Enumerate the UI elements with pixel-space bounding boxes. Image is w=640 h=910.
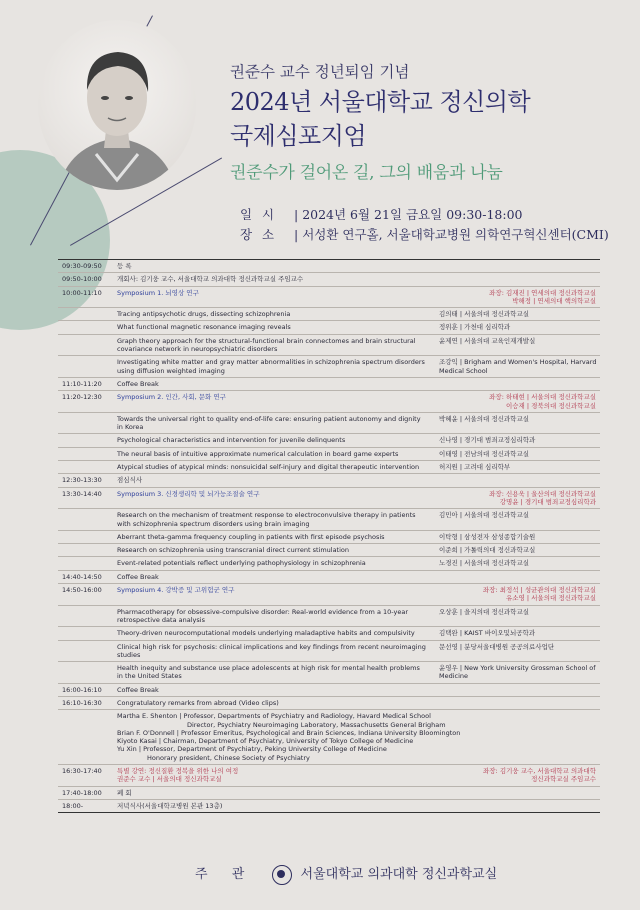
session-row — [58, 584, 600, 606]
time-cell: 16:00-16:10 — [62, 685, 102, 694]
talk-speaker: 이태영 | 전남의대 정신과학교실 — [439, 449, 530, 458]
page-title-line1: 2024년 서울대학교 정신의학 — [230, 88, 531, 116]
time-cell: 09:30-09:50 — [62, 262, 102, 270]
schedule-row — [58, 684, 600, 697]
session-chairs: 좌장: 김재진 | 연세의대 정신과학교실 박해정 | 연세의대 핵의학교실 — [489, 288, 596, 305]
schedule-row — [58, 697, 600, 710]
session-chairs: 좌장: 하태현 | 서울의대 정신과학교실 이승재 | 경북의대 정신과학교실 — [489, 393, 596, 410]
venue-label: 장 소 — [240, 227, 278, 242]
schedule-row — [58, 787, 600, 800]
venue-value: 서성환 연구홀, 서울대학교병원 의학연구혁신센터(CMI) — [302, 227, 609, 242]
session-chairs: 좌장: 신용욱 | 울산의대 정신과학교실 강명윤 | 경기대 범죄교정심리학과 — [489, 489, 596, 506]
page-title-line2: 국제심포지엄 — [230, 122, 367, 150]
event-cell: 점심식사 — [117, 476, 143, 485]
session-title: Symposium 4. 강박증 및 고위험군 연구 — [117, 586, 235, 595]
talk-speaker: 오상훈 | 을지의대 정신과학교실 — [439, 607, 530, 616]
talk-row — [58, 335, 600, 357]
organizer-footer — [195, 863, 497, 885]
session-row — [58, 391, 600, 413]
date-info: 일 시 | 2024년 6월 21일 금요일 09:30-18:00 — [240, 207, 523, 222]
special-lecture-row — [58, 765, 600, 787]
remark-line: Brian F. O'Donnell | Professor Emeritus, Psychological and Brain Sciences, Indiana University Bloomington — [117, 728, 461, 737]
talk-speaker: 이준희 | 가톨릭의대 정신과학교실 — [439, 546, 536, 555]
university-seal-icon — [272, 865, 292, 885]
talk-speaker: 윤제연 | 서울의대 교육인재개발실 — [439, 336, 536, 345]
talk-speaker: 조강익 | Brigham and Women's Hospital, Harvard Medical School — [439, 358, 597, 375]
talk-speaker: 김의태 | 서울의대 정신과학교실 — [439, 310, 530, 319]
talk-speaker: 박혜윤 | 서울의대 정신과학교실 — [439, 414, 530, 423]
talk-speaker: 신나영 | 경기대 범죄교정심리학과 — [439, 436, 536, 445]
talk-speaker: 노경진 | 서울의대 정신과학교실 — [439, 559, 530, 568]
time-cell: 11:20-12:30 — [62, 393, 102, 402]
schedule-row — [58, 800, 600, 812]
header-subtitle: 권준수 교수 정년퇴임 기념 — [230, 63, 410, 81]
time-cell: 13:30-14:40 — [62, 489, 102, 498]
organizer-label: 주 관 — [195, 867, 255, 882]
event-cell: 개회사: 김기웅 교수, 서울대학교 의과대학 정신과학교실 주임교수 — [117, 275, 304, 284]
talk-title: Graph theory approach for the structural-functional brain connectomes and brain structural covariance network in neuropsychiatric disorders — [117, 336, 416, 354]
event-cell: 등 록 — [117, 262, 132, 270]
talk-title: Theory-driven neurocomputational models underlying maladaptive habits and compulsivity — [117, 629, 415, 638]
date-value: 2024년 6월 21일 금요일 09:30-18:00 — [302, 207, 523, 222]
schedule-row — [58, 260, 600, 273]
remarks-list — [117, 712, 600, 762]
talk-row — [58, 413, 600, 435]
talk-speaker: 이탁형 | 삼성전자 삼성종합기술원 — [439, 532, 536, 541]
talk-row — [58, 662, 600, 684]
talk-row — [58, 434, 600, 447]
talk-row — [58, 531, 600, 544]
session-chairs: 좌장: 최정석 | 성균관의대 정신과학교실 유소영 | 서울의대 정신과학교실 — [482, 586, 596, 603]
event-cell: 저녁식사(서울대학교병원 본관 13층) — [117, 801, 223, 810]
schedule-row — [58, 571, 600, 584]
talk-title: The neural basis of intuitive approximate numerical calculation in board game experts — [117, 449, 399, 458]
talk-title: What functional magnetic resonance imaging reveals — [117, 323, 291, 332]
talk-speaker: 김택완 | KAIST 바이오및뇌공학과 — [439, 629, 536, 638]
time-cell: 16:10-16:30 — [62, 698, 102, 707]
special-lecture: 특별 강연: 정신질환 정복을 위한 나의 여정 권준수 교수 | 서울의대 정신과학교실 — [117, 767, 239, 784]
talk-speaker: 문선영 | 분당서울대병원 공공의료사업단 — [439, 642, 555, 651]
talk-row — [58, 627, 600, 640]
talk-row — [58, 356, 600, 378]
schedule-table — [58, 259, 600, 813]
schedule-row — [58, 273, 600, 286]
session-title: Symposium 2. 인간, 사회, 문화 연구 — [117, 393, 226, 402]
time-cell: 11:10-11:20 — [62, 379, 102, 388]
remark-line: Martha E. Shenton | Professor, Departments of Psychiatry and Radiology, Havard Medical School — [117, 712, 431, 721]
talk-title: Clinical high risk for psychosis: clinical implications and key findings from recent neuroimaging studies — [117, 642, 426, 659]
talk-row — [58, 509, 600, 531]
talk-row — [58, 606, 600, 628]
session-title: Symposium 1. 뇌영상 연구 — [117, 288, 199, 297]
time-cell: 09:50-10:00 — [62, 275, 102, 284]
talk-row — [58, 461, 600, 474]
remark-line: Yu Xin | Professor, Department of Psychiatry, Peking University College of Medicine — [117, 745, 387, 754]
schedule-row — [58, 378, 600, 391]
talk-speaker: 김민아 | 서울의대 정신과학교실 — [439, 511, 530, 520]
time-cell: 14:50-16:00 — [62, 586, 102, 595]
talk-title: Research on schizophrenia using transcranial direct current stimulation — [117, 546, 350, 555]
talk-row — [58, 544, 600, 557]
talk-title: Research on the mechanism of treatment response to electroconvulsive therapy in patients with schizophrenia spectrum disorders using brain imaging — [117, 511, 416, 528]
event-cell: Coffee Break — [117, 572, 159, 581]
talk-title: Aberrant theta-gamma frequency coupling in patients with first episode psychosis — [117, 532, 385, 541]
remarks-row — [58, 710, 600, 765]
organizer-name: 서울대학교 의과대학 정신과학교실 — [300, 867, 498, 882]
session-row — [58, 488, 600, 510]
schedule-row — [58, 474, 600, 487]
talk-title: Towards the universal right to quality end-of-life care: ensuring patient autonomy and dignity in Korea — [117, 414, 421, 432]
talk-row — [58, 641, 600, 663]
session-title: Symposium 3. 신경생리학 및 뇌가능조절술 연구 — [117, 489, 260, 498]
time-cell: 17:40-18:00 — [62, 788, 102, 797]
talk-speaker: 윤영우 | New York University Grossman School of Medicine — [439, 664, 596, 681]
talk-title: Psychological characteristics and intervention for juvenile delinquents — [117, 436, 346, 445]
talk-row — [58, 448, 600, 461]
talk-row — [58, 308, 600, 321]
talk-title: Atypical studies of atypical minds: nonsuicidal self-injury and digital therapeutic intervention — [117, 463, 420, 472]
remark-line: Kiyoto Kasai | Chairman, Department of Psychiatry, University of Tokyo College of Medicine — [117, 737, 414, 746]
portrait-image — [38, 20, 196, 190]
talk-speaker: 허지원 | 고려대 심리학부 — [439, 463, 511, 472]
session-chairs: 좌장: 김기웅 교수, 서울대학교 의과대학 정신과학교실 주임교수 — [483, 767, 596, 784]
talk-title: Tracing antipsychotic drugs, dissecting schizophrenia — [117, 310, 291, 319]
remark-line: Director, Psychiatry Neuroimaging Laboratory, Massachusetts General Brigham — [187, 720, 446, 729]
talk-row — [58, 321, 600, 334]
talk-speaker: 정위훈 | 가천대 심리학과 — [439, 323, 511, 332]
talk-title: Investigating white matter and gray matter abnormalities in schizophrenia spectrum disorders using diffusion weighted imaging — [117, 358, 425, 375]
session-row — [58, 287, 600, 309]
event-cell: 폐 회 — [117, 788, 132, 797]
event-cell: Coffee Break — [117, 379, 159, 388]
tagline: 권준수가 걸어온 길, 그의 배움과 나눔 — [230, 163, 503, 183]
date-label: 일 시 — [240, 207, 278, 222]
talk-title: Pharmacotherapy for obsessive-compulsive disorder: Real-world evidence from a 10-year retrospective data analysis — [117, 607, 409, 624]
time-cell: 18:00- — [62, 801, 84, 810]
time-cell: 12:30-13:30 — [62, 476, 102, 485]
time-cell: 16:30-17:40 — [62, 767, 102, 776]
event-cell: Congratulatory remarks from abroad (Video clips) — [117, 698, 279, 707]
event-cell: Coffee Break — [117, 685, 159, 694]
venue-info: 장 소 | 서성환 연구홀, 서울대학교병원 의학연구혁신센터(CMI) — [240, 227, 609, 242]
talk-title: Event-related potentials reflect underlying pathophysiology in schizophrenia — [117, 559, 366, 568]
time-cell: 10:00-11:10 — [62, 288, 102, 297]
talk-row — [58, 557, 600, 570]
talk-title: Health inequity and substance use place adolescents at high risk for mental health problems in the United States — [117, 664, 420, 681]
remark-line: Honorary president, Chinese Society of Psychiatry — [147, 753, 310, 762]
time-cell: 14:40-14:50 — [62, 572, 102, 581]
